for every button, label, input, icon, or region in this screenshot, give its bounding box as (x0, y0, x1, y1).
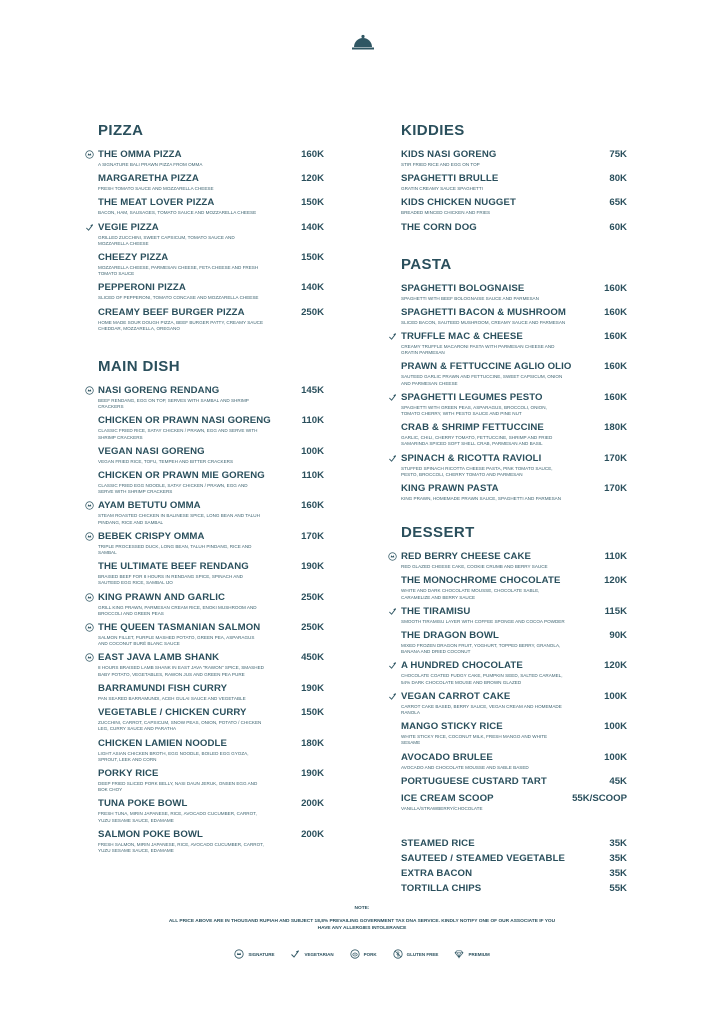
menu-item-price: 110K (301, 470, 324, 482)
menu-item-row (98, 683, 324, 695)
menu-item-price: 150K (301, 707, 324, 719)
menu-item-name: CHEEZY PIZZA (98, 252, 169, 264)
menu-item-description: STEAM ROASTED CHICKEN IN BALINESE SPICE, LONG BEAN AND TALUH PINDANG, RICE AND SAMBAL (98, 513, 260, 525)
menu-item-row (98, 768, 324, 780)
menu-item (98, 470, 324, 495)
menu-item-row (98, 500, 324, 512)
menu-item (401, 630, 627, 655)
menu-item-price: 190K (301, 561, 324, 573)
vegetarian-icon (388, 454, 397, 463)
legend-label: GLUTEN FREE (406, 951, 439, 957)
menu-item-description: MIXED FROZEN DRAGON FRUIT, YOGHURT, TOPPED BERRY, GRANOLA, BANANA AND DRIED COCONUT (401, 643, 561, 655)
menu-item-name: VEGIE PIZZA (98, 221, 159, 233)
menu-item-row (98, 252, 324, 264)
menu-item-price: 120K (301, 173, 324, 185)
menu-item-name: VEGETABLE / CHICKEN CURRY (98, 707, 247, 719)
menu-item-name: PEPPERONI PIZZA (98, 282, 186, 294)
menu-item-row (98, 652, 324, 664)
menu-item-description: SLICED BACON, SAUTEED MUSHROOM, CREAMY SAUCE AND PARMESAN (401, 319, 566, 325)
legend-label: SIGNATURE (248, 951, 275, 957)
signature-icon (388, 552, 397, 561)
menu-item-name: RED BERRY CHEESE CAKE (401, 551, 532, 563)
menu-item-price: 150K (301, 197, 324, 209)
menu-item (98, 415, 324, 440)
menu-item-price: 190K (301, 682, 324, 694)
menu-item (401, 776, 627, 788)
menu-item-price: 180K (604, 422, 627, 434)
menu-item-name: AYAM BETUTU OMMA (98, 500, 201, 512)
menu-item (98, 707, 324, 732)
pasta-items (401, 283, 627, 503)
menu-item-row (401, 883, 627, 895)
menu-item-name: PORKY RICE (98, 767, 159, 779)
menu-item-name: TRUFFLE MAC & CHEESE (401, 331, 523, 343)
menu-item (98, 592, 324, 617)
menu-item-row (98, 415, 324, 427)
menu-item-row (401, 392, 627, 404)
menu-item-name: STEAMED RICE (401, 838, 475, 850)
menu-item-name: EXTRA BACON (401, 868, 473, 880)
menu-item-description: GARLIC, CHILI, CHERRY TOMATO, FETTUCCINE, SHRIMP AND FRIED SAMARINDA SPICED SOFT SHELL CRAB, PARMESAN AND BASIL (401, 435, 553, 447)
menu-item-description: KING PRAWN, HOMEMADE PRAWN SAUCE, SPAGHETTI AND PARMESAN (401, 496, 562, 502)
vegetarian-icon (388, 393, 397, 402)
extras-section (401, 838, 627, 895)
menu-item-price: 160K (604, 331, 627, 343)
menu-item (401, 752, 627, 771)
menu-item-price: 100K (301, 445, 324, 457)
menu-item (401, 721, 627, 746)
menu-item-row (98, 798, 324, 810)
menu-item-price: 160K (604, 391, 627, 403)
menu-item-row (98, 307, 324, 319)
menu-item-description: BREADED MINCED CHICKEN AND FRIES (401, 210, 491, 216)
menu-item (98, 622, 324, 647)
menu-item (98, 768, 324, 793)
menu-item-row (401, 483, 627, 495)
menu-item-row (401, 307, 627, 319)
section-title-main-dish: MAIN DISH (98, 358, 180, 376)
menu-item (401, 173, 627, 192)
menu-item (401, 853, 627, 865)
menu-item-description: CREAMY TRUFFLE MACARONI PASTA WITH PARMESAN CHEESE AND GRATIN PARMESAN (401, 344, 555, 356)
menu-item-row (98, 738, 324, 750)
menu-item-description: CLASSIC FRIED EGG NOODLE, SATAY CHICKEN / PRAWN, EGG AND SERVE WITH SHRIMP CRACKERS (98, 483, 248, 495)
legend-label: VEGETARIAN (304, 951, 334, 957)
legend-item-premium (454, 949, 489, 959)
menu-item (401, 307, 627, 326)
menu-item (401, 483, 627, 502)
menu-item-row (401, 793, 627, 805)
menu-item-price: 115K (604, 605, 627, 617)
menu-item-description: WHITE AND DARK CHOCOLATE MOUSSE, CHOCOLATE SABLE, CARAMELIZE AND BERRY SAUCE (401, 588, 540, 600)
menu-item-description: SLICED OF PEPPERONI, TOMATO CONCASE AND MOZZARELLA CHEESE (98, 295, 259, 301)
menu-item-name: SPAGHETTI BOLOGNAISE (401, 282, 525, 294)
menu-item (98, 683, 324, 702)
menu-item-row (401, 173, 627, 185)
menu-item-description: ZUCCHINI, CARROT, CAPSICUM, SNOW PEAS, ONION, POTATO / CHICKEN LEG, CURRY SAUCE AND PARATHA (98, 720, 262, 732)
menu-item (401, 551, 627, 570)
menu-item-price: 120K (604, 575, 627, 587)
menu-item (98, 738, 324, 763)
pork-icon (350, 949, 360, 959)
menu-item-name: VEGAN NASI GORENG (98, 445, 205, 457)
menu-item-row (98, 173, 324, 185)
menu-item-price: 160K (301, 500, 324, 512)
menu-item-description: GRILL KING PRAWN, PARMESAN CREAM RICE, ENOKI MUSHROOM AND BROCCOLI AND GREEN PEAS (98, 604, 257, 616)
menu-item-name: SPAGHETTI BACON & MUSHROOM (401, 306, 566, 318)
menu-item-row (401, 551, 627, 563)
menu-item-row (401, 660, 627, 672)
menu-item-name: THE ULTIMATE BEEF RENDANG (98, 561, 249, 573)
signature-icon (85, 532, 94, 541)
menu-item-row (401, 630, 627, 642)
vegetarian-icon (388, 607, 397, 616)
vegetarian-icon (388, 332, 397, 341)
vegetarian-icon (388, 692, 397, 701)
menu-item-price: 140K (301, 221, 324, 233)
signature-icon (85, 653, 94, 662)
menu-item-name: SALMON POKE BOWL (98, 828, 203, 840)
pasta-section (401, 256, 627, 503)
signature-icon (85, 593, 94, 602)
gluten-free-icon (393, 949, 403, 959)
pizza-items (98, 149, 324, 332)
menu-item-name: A HUNDRED CHOCOLATE (401, 660, 523, 672)
menu-item-name: THE DRAGON BOWL (401, 630, 499, 642)
menu-item-name: KING PRAWN PASTA (401, 483, 499, 495)
menu-item-name: MANGO STICKY RICE (401, 721, 503, 733)
menu-item-price: 90K (609, 630, 627, 642)
menu-item (401, 838, 627, 850)
menu-item-price: 170K (301, 530, 324, 542)
menu-item-price: 100K (604, 721, 627, 733)
menu-item-row (401, 149, 627, 161)
menu-item-price: 170K (604, 452, 627, 464)
menu-item (98, 500, 324, 525)
menu-item (98, 197, 324, 216)
menu-item-description: VEGAN FRIED RICE, TOFU, TEMPEH AND BITTER CRACKERS (98, 458, 234, 464)
signature-icon (85, 386, 94, 395)
menu-item-row (401, 838, 627, 850)
menu-item (98, 252, 324, 277)
menu-item-row (401, 691, 627, 703)
menu-item (401, 883, 627, 895)
menu-item-row (98, 707, 324, 719)
signature-icon (85, 501, 94, 510)
menu-item-price: 160K (604, 306, 627, 318)
menu-item-row (401, 283, 627, 295)
menu-item-row (401, 752, 627, 764)
menu-item-price: 100K (604, 751, 627, 763)
menu-item-price: 80K (609, 173, 627, 185)
premium-icon (454, 949, 464, 959)
menu-item (401, 149, 627, 168)
menu-item-description: TRIPLE PROCESSED DUCK, LONG BEAN, TALUH PINDANG, RICE AND SAMBAL (98, 543, 252, 556)
menu-item-description: MOZZARELLA CHEESE, PARMESAN CHEESE, FETA CHEESE AND FRESH TOMATO SAUCE (98, 265, 259, 277)
menu-item-name: AVOCADO BRULEE (401, 751, 493, 763)
menu-item-description: CLASSIC FRIED RICE, SATAY CHICKEN / PRAWN, EGG AND SERVE WITH SHRIMP CRACKERS (98, 428, 258, 440)
dessert-section (401, 524, 627, 812)
left-column (98, 122, 324, 859)
menu-item-description: GRATIN CREAMY SAUCE SPAGHETTI (401, 186, 483, 192)
menu-item (401, 392, 627, 417)
menu-item (401, 691, 627, 716)
legend (0, 949, 724, 959)
cloche-logo-icon (352, 34, 374, 50)
menu-item-price: 200K (301, 828, 324, 840)
menu-item-description: FRESH TOMATO SAUCE AND MOZZARELLA CHEESE (98, 186, 214, 192)
menu-item-price: 250K (301, 622, 324, 634)
menu-item (98, 385, 324, 410)
menu-item-description: SMOOTH TIRAMISU LAYER WITH COFFEE SPONGE AND COCOA POWDER (401, 618, 565, 624)
section-title-pasta: PASTA (401, 255, 452, 273)
menu-item-description: STUFFED SPINACH RICOTTA CHEESE PASTA, PINK TOMATO SAUCE, PESTO, BROCCOLI, CHERRY TOMATO AND PARMESAN (401, 465, 553, 477)
vegetarian-icon (85, 223, 94, 232)
legend-item-signature (234, 949, 274, 959)
menu-item (401, 331, 627, 356)
menu-item-price: 35K (609, 853, 627, 865)
menu-item-price: 190K (301, 767, 324, 779)
menu-item-price: 140K (301, 282, 324, 294)
menu-item-price: 170K (604, 483, 627, 495)
menu-item-name: THE MEAT LOVER PIZZA (98, 197, 215, 209)
menu-item (98, 307, 324, 332)
menu-item-row (98, 622, 324, 634)
menu-item-price: 145K (301, 385, 324, 397)
menu-item-row (98, 531, 324, 543)
legend-label: PORK (363, 951, 377, 957)
menu-item-name: THE MONOCHROME CHOCOLATE (401, 575, 561, 587)
menu-item-price: 200K (301, 798, 324, 810)
menu-item-name: THE TIRAMISU (401, 605, 471, 617)
menu-item-row (401, 776, 627, 788)
vegetarian-icon (290, 949, 300, 959)
menu-item-price: 55K/SCOOP (572, 792, 627, 804)
menu-item (98, 222, 324, 247)
menu-item-price: 45K (609, 775, 627, 787)
menu-item (401, 868, 627, 880)
menu-item-description: 8 HOURS BRAISED LAMB SHANK IN EAST JAVA "RAWON" SPICE, SMASHED BABY POTATO, VEGETABLES, RAWON JUS AND GREEN PEA PURE (98, 665, 264, 677)
menu-item-description: A SIGNATURE BALI PRAWN PIZZA FROM OMMA (98, 162, 203, 167)
menu-item (401, 222, 627, 234)
menu-item-name: VEGAN CARROT CAKE (401, 690, 511, 702)
menu-item-name: BARRAMUNDI FISH CURRY (98, 682, 228, 694)
menu-item-row (401, 575, 627, 587)
menu-item-row (98, 222, 324, 234)
menu-item-price: 75K (609, 149, 627, 160)
note-title: NOTE: (354, 906, 370, 911)
menu-item (401, 422, 627, 447)
menu-item-row (98, 829, 324, 841)
menu-item (98, 798, 324, 823)
menu-item-price: 120K (604, 660, 627, 672)
menu-item-row (98, 446, 324, 458)
menu-item-price: 180K (301, 737, 324, 749)
menu-item (98, 149, 324, 168)
menu-item-name: SAUTEED / STEAMED VEGETABLE (401, 853, 566, 865)
section-title-dessert: DESSERT (401, 524, 475, 542)
menu-item-price: 60K (609, 221, 627, 233)
menu-item (98, 282, 324, 301)
menu-item (401, 283, 627, 302)
menu-item-row (401, 197, 627, 209)
menu-item-name: SPAGHETTI LEGUMES PESTO (401, 391, 543, 403)
menu-item-description: STIR FRIED RICE AND EGG ON TOP (401, 162, 480, 167)
legend-item-gluten-free (393, 949, 439, 959)
menu-item-description: HOME MADE SOUR DOUGH PIZZA, BEEF BURGER PATTY, CREAMY SAUCE CHEDDAR, MOZZARELLA, OREGANO (98, 319, 264, 331)
menu-item (401, 793, 627, 812)
menu-item-row (401, 853, 627, 865)
menu-item-description: BEEF RENDANG, EGG ON TOP, SERVES WITH SAMBAL AND SHRIMP CRACKERS (98, 398, 249, 410)
menu-item-name: SPINACH & RICOTTA RAVIOLI (401, 452, 542, 464)
menu-item-description: AVOCADO AND CHOCOLATE MOUSSE AND SABLE BASED (401, 764, 529, 770)
menu-item-price: 55K (609, 883, 627, 895)
menu-item-description: FRESH TUNA, MIRIN JAPANESE, RICE, AVOCADO CUCUMBER, CARROT, YUZU SESAME SAUCE, EDAMAME (98, 811, 257, 823)
menu-item-name: EAST JAVA LAMB SHANK (98, 652, 220, 664)
menu-item-name: ICE CREAM SCOOP (401, 792, 494, 804)
menu-item-description: SPAGHETTI WITH BEEF BOLOGNAISE SAUCE AND PARMESAN (401, 295, 539, 301)
menu-item-description: SPAGHETTI WITH GREEN PEAS, ASPARAGUS, BROCCOLI, ONION, TOMATO CHERRY, WITH PESTO SAUCE AND PINE NUT (401, 404, 547, 417)
menu-item-name: PRAWN & FETTUCCINE AGLIO OLIO (401, 361, 572, 373)
menu-item (401, 361, 627, 386)
menu-item-name: KIDS CHICKEN NUGGET (401, 197, 516, 209)
legend-item-vegetarian (290, 949, 333, 959)
menu-item (401, 660, 627, 685)
legend-item-pork (350, 949, 377, 959)
menu-item-row (98, 592, 324, 604)
menu-item-price: 65K (609, 197, 627, 209)
menu-item-name: KIDS NASI GORENG (401, 149, 497, 160)
menu-item-name: THE OMMA PIZZA (98, 149, 182, 160)
menu-item (98, 561, 324, 586)
menu-item (401, 453, 627, 478)
menu-item-name: CHICKEN OR PRAWN MIE GORENG (98, 470, 265, 482)
menu-item-description: GRILLED ZUCCHINI, SWEET CAPSICUM, TOMATO SAUCE AND MOZZARELLA CHEESE (98, 234, 235, 246)
menu-item-row (401, 453, 627, 465)
menu-item (401, 197, 627, 216)
right-column (401, 122, 627, 898)
menu-item-row (401, 361, 627, 373)
menu-item-row (98, 561, 324, 573)
menu-item-name: TUNA POKE BOWL (98, 798, 188, 810)
footer-note (0, 906, 724, 932)
signature-icon (234, 949, 244, 959)
signature-icon (85, 150, 94, 159)
menu-item-name: THE QUEEN TASMANIAN SALMON (98, 622, 261, 634)
menu-item-row (98, 282, 324, 294)
menu-item-name: PORTUGUESE CUSTARD TART (401, 775, 547, 787)
menu-item-name: CHICKEN OR PRAWN NASI GORENG (98, 415, 271, 427)
menu-item-price: 100K (604, 690, 627, 702)
menu-item-price: 160K (604, 361, 627, 373)
menu-item-price: 160K (301, 149, 324, 160)
menu-item-row (98, 197, 324, 209)
menu-item-description: PAN SEARED BARRAMUNDI, ACEH GULAI SAUCE AND VEGETABLE (98, 695, 246, 701)
kiddies-section (401, 122, 627, 234)
dessert-items (401, 551, 627, 812)
menu-item-name: SPAGHETTI BRULLE (401, 173, 499, 185)
menu-item-description: RED GLAZED CHEESE CAKE, COOKIE CRUMB AND BERRY SAUCE (401, 564, 548, 570)
menu-item (401, 606, 627, 625)
menu-item-price: 250K (301, 591, 324, 603)
signature-icon (85, 623, 94, 632)
menu-item-price: 35K (609, 868, 627, 880)
section-title-kiddies: KIDDIES (401, 122, 465, 139)
menu-item-row (401, 606, 627, 618)
menu-item-row (401, 868, 627, 880)
menu-item-name: TORTILLA CHIPS (401, 883, 482, 895)
menu-item-row (401, 422, 627, 434)
main-dish-section (98, 358, 324, 854)
menu-item-name: MARGARETHA PIZZA (98, 173, 199, 185)
menu-item-price: 35K (609, 838, 627, 850)
menu-item-price: 450K (301, 652, 324, 664)
menu-item-row (401, 721, 627, 733)
menu-item-price: 150K (301, 252, 324, 264)
menu-item-description: CHOCOLATE COATED FUDGY CAKE, PUMPKIN SEED, SALTED CARAMEL, 54% DARK CHOCOLATE MOUSE AND BROWN GLAZED (401, 673, 563, 685)
note-text: ALL PRICE ABOVE ARE IN THOUSAND RUPIAH AND SUBJECT 18,8% PREVAILING GOVERNMENT TAX DNA SERVICE. KINDLY NOTIFY ONE OF OUR ASSOCIATE IF YOU HAVE ANY ALLERGIES INTOLERANCE (168, 919, 556, 931)
menu-item-description: VANILLA/STRAWBERRY/CHOCOLATE (401, 805, 483, 811)
pizza-section (98, 122, 324, 332)
menu-item-description: SAUTEED GARLIC PRAWN AND FETTUCCINE, SWEET CAPSICUM, ONION AND PARMESAN CHEESE (401, 374, 563, 386)
menu-item (98, 446, 324, 465)
menu-item (401, 575, 627, 600)
menu-item-name: CHICKEN LAMIEN NOODLE (98, 737, 227, 749)
main-dish-items (98, 385, 324, 854)
menu-item-description: BACON, HAM, SAUSAGES, TOMATO SAUCE AND MOZZARELLA CHEESE (98, 210, 257, 216)
menu-item-row (98, 149, 324, 161)
menu-item-row (98, 470, 324, 482)
legend-label: PREMIUM (468, 951, 490, 957)
menu-item-name: NASI GORENG RENDANG (98, 385, 220, 397)
menu-item-name: THE CORN DOG (401, 221, 477, 233)
menu-item (98, 173, 324, 192)
menu-item-row (401, 222, 627, 234)
menu-item-price: 160K (604, 282, 627, 294)
menu-item-description: FRESH SALMON, MIRIN JAPANESE, RICE, AVOCADO CUCUMBER, CARROT, YUZU SESAME SAUCE, EDAMAME (98, 841, 264, 853)
menu-item-price: 110K (604, 551, 627, 563)
menu-item-name: CREAMY BEEF BURGER PIZZA (98, 306, 245, 318)
menu-item (98, 531, 324, 556)
menu-item (98, 829, 324, 854)
menu-item-description: BRAISED BEEF FOR 8 HOURS IN RENDANG SPICE, SPINACH AND SAUTEED EGG RICE, SAMBAL IJO (98, 574, 243, 586)
menu-item-name: KING PRAWN AND GARLIC (98, 591, 225, 603)
menu-item-description: WHITE STICKY RICE, COCONUT MILK, FRESH MANGO AND WHITE SESAME (401, 734, 548, 746)
menu-item-name: BEBEK CRISPY OMMA (98, 530, 205, 542)
menu-item-description: LIGHT ASIAN CHICKEN BROTH, EGG NOODLE, BOILED EGG GYOZA, SPROUT, LEEK AND CORN (98, 750, 249, 762)
menu-item-row (401, 331, 627, 343)
vegetarian-icon (388, 661, 397, 670)
menu-item-description: CARROT CAKE BASED, BERRY SAUCE, VEGAN CREAM AND HOMEMADE RANOLA (401, 703, 562, 716)
menu-item-description: DEEP FRIED SLICED PORK BELLY, NASI DAUN JERUK, ONSEN EGG AND BOK CHOY (98, 780, 258, 793)
menu-item-price: 110K (301, 415, 324, 427)
menu-item-price: 250K (301, 306, 324, 318)
menu-item (98, 652, 324, 677)
extras-items (401, 838, 627, 895)
menu-item-description: SALMON FILLET, PURPLE MASHED POTATO, GREEN PEA, ASPARAGUS AND COCONUT BURÉ BLANC SAUCE (98, 635, 255, 647)
menu-item-row (98, 385, 324, 397)
menu-item-name: CRAB & SHRIMP FETTUCCINE (401, 422, 544, 434)
section-title-pizza: PIZZA (98, 122, 144, 139)
kiddies-items (401, 149, 627, 234)
